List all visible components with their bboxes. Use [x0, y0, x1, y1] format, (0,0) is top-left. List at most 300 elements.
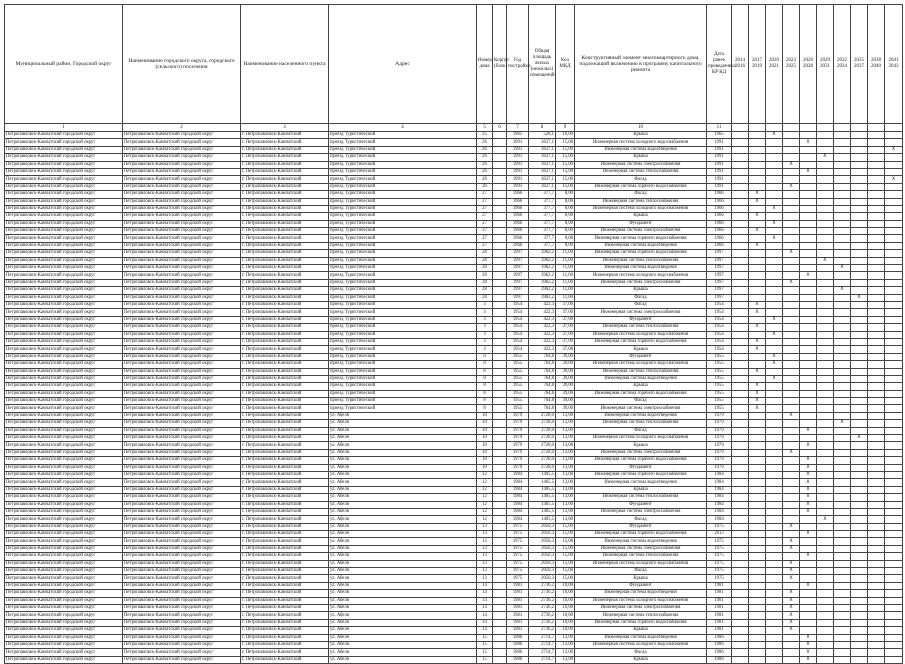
cell-period-mark [834, 435, 851, 442]
cell-period-mark [732, 294, 749, 301]
cell-structural-element: Фасад [575, 516, 707, 523]
cell-period-mark [834, 605, 851, 612]
cell-area: 1405,5 [529, 486, 556, 493]
cell-period-mark [834, 649, 851, 656]
cell-period-mark [834, 272, 851, 279]
cell-period-mark [732, 435, 749, 442]
cell-mkd-count: 13,00 [556, 412, 575, 419]
cell-period-mark [800, 279, 817, 286]
cell-locality: г. Петропавловск-Камчатский [241, 287, 329, 294]
cell-year-built: 1979 [507, 427, 529, 434]
cell-last-repair-date: 1954 [707, 346, 732, 353]
cell-house-number: 14 [477, 590, 493, 597]
cell-address: ул. Абеля [329, 590, 477, 597]
cell-period-mark [817, 560, 834, 567]
cell-period-mark [766, 279, 783, 286]
cell-period-mark [851, 568, 868, 575]
cell-year-built: 1997 [507, 294, 529, 301]
cell-block [493, 649, 507, 656]
cell-period-mark [800, 242, 817, 249]
cell-period-mark [766, 154, 783, 161]
cell-period-mark [732, 627, 749, 634]
cell-structural-element: Инженерная система теплоснабжения [575, 257, 707, 264]
cell-period-mark [834, 516, 851, 523]
cell-period-mark [868, 531, 885, 538]
cell-period-mark [851, 287, 868, 294]
cell-house-number: 12 [477, 508, 493, 515]
cell-block [493, 390, 507, 397]
cell-period-mark [766, 183, 783, 190]
cell-address: ул. Абеля [329, 553, 477, 560]
cell-period-mark: X [800, 553, 817, 560]
cell-area: 3637,1 [529, 146, 556, 153]
cell-period-mark [817, 250, 834, 257]
cell-structural-element: Фундамент [575, 582, 707, 589]
cell-address: ул. Абеля [329, 538, 477, 545]
cell-year-built: 1975 [507, 545, 529, 552]
cell-area: 2736,2 [529, 605, 556, 612]
cell-period-mark [783, 501, 800, 508]
cell-period-mark [868, 545, 885, 552]
table-row [5, 383, 903, 390]
cell-period-mark: X [783, 279, 800, 286]
table-body [5, 132, 903, 664]
cell-last-repair-date: 1966 [707, 213, 732, 220]
cell-block [493, 228, 507, 235]
cell-period-mark [783, 338, 800, 345]
cell-period-mark [749, 272, 766, 279]
table-row [5, 139, 903, 146]
cell-district: Петропавловск-Камчатский городской округ [5, 412, 123, 419]
cell-last-repair-date: 1955 [707, 361, 732, 368]
cell-period-mark [817, 161, 834, 168]
cell-settlement: Петропавловск-Камчатский городской округ [123, 168, 241, 175]
cell-structural-element: Инженерная система теплоснабжения [575, 420, 707, 427]
cell-period-mark [749, 235, 766, 242]
cell-period-mark [749, 471, 766, 478]
cell-structural-element: Инженерная система холодного водоснабжения [575, 139, 707, 146]
table-row [5, 309, 903, 316]
cell-area: 2736,2 [529, 582, 556, 589]
cell-period-mark [885, 501, 903, 508]
cell-period-mark [885, 560, 903, 567]
cell-structural-element: Крыша [575, 383, 707, 390]
cell-locality: г. Петропавловск-Камчатский [241, 479, 329, 486]
cell-area: 3962,2 [529, 250, 556, 257]
cell-settlement: Петропавловск-Камчатский городской округ [123, 538, 241, 545]
cell-structural-element: Инженерная система холодного водоснабжения [575, 361, 707, 368]
cell-settlement: Петропавловск-Камчатский городской округ [123, 545, 241, 552]
cell-period-mark [885, 331, 903, 338]
cell-mkd-count: 15,00 [556, 146, 575, 153]
cell-period-mark: X [800, 641, 817, 648]
cell-last-repair-date: 1984 [707, 516, 732, 523]
cell-mkd-count: 13,00 [556, 508, 575, 515]
cell-mkd-count: 8,00 [556, 235, 575, 242]
cell-district: Петропавловск-Камчатский городской округ [5, 213, 123, 220]
cell-period-mark [851, 242, 868, 249]
cell-period-mark [834, 575, 851, 582]
cell-period-mark [749, 154, 766, 161]
cell-mkd-count: 11,00 [556, 257, 575, 264]
cell-period-mark [834, 235, 851, 242]
cell-locality: г. Петропавловск-Камчатский [241, 235, 329, 242]
cell-period-mark [783, 168, 800, 175]
cell-period-mark [885, 309, 903, 316]
cell-address: ул. Абеля [329, 516, 477, 523]
cell-period-mark [817, 531, 834, 538]
cell-structural-element: Инженерная система холодного водоснабжения [575, 331, 707, 338]
header-district: Муниципальный район, Городской округ [5, 5, 123, 124]
cell-period-mark [817, 486, 834, 493]
cell-period-mark [800, 516, 817, 523]
cell-address: проезд Туристический [329, 139, 477, 146]
cell-house-number: 10 [477, 457, 493, 464]
cell-block [493, 346, 507, 353]
cell-mkd-count: 13,00 [556, 516, 575, 523]
cell-area: 2050,3 [529, 531, 556, 538]
cell-locality: г. Петропавловск-Камчатский [241, 168, 329, 175]
cell-period-mark [885, 612, 903, 619]
cell-period-mark [885, 435, 903, 442]
cell-period-mark [868, 294, 885, 301]
cell-period-mark [800, 449, 817, 456]
cell-period-mark [868, 338, 885, 345]
cell-period-mark [766, 346, 783, 353]
cell-last-repair-date: 1997 [707, 265, 732, 272]
cell-structural-element: Инженерная система горячего водоснабжения [575, 457, 707, 464]
cell-district: Петропавловск-Камчатский городской округ [5, 168, 123, 175]
cell-house-number: 8 [477, 383, 493, 390]
cell-year-built: 1975 [507, 560, 529, 567]
cell-period-mark [868, 641, 885, 648]
cell-period-mark [800, 146, 817, 153]
cell-period-mark [749, 553, 766, 560]
cell-period-mark [800, 338, 817, 345]
cell-period-mark [817, 375, 834, 382]
cell-locality: г. Петропавловск-Камчатский [241, 191, 329, 198]
cell-period-mark [783, 309, 800, 316]
cell-period-mark [817, 656, 834, 663]
column-index [766, 124, 783, 132]
cell-period-mark [851, 353, 868, 360]
cell-period-mark [851, 457, 868, 464]
cell-structural-element: Инженерная система горячего водоснабжения [575, 235, 707, 242]
cell-period-mark [732, 368, 749, 375]
cell-house-number: 27 [477, 220, 493, 227]
cell-area: 377,7 [529, 191, 556, 198]
cell-mkd-count: 10,00 [556, 582, 575, 589]
cell-settlement: Петропавловск-Камчатский городской округ [123, 139, 241, 146]
cell-last-repair-date: 1979 [707, 457, 732, 464]
cell-period-mark [817, 627, 834, 634]
cell-period-mark [851, 590, 868, 597]
cell-structural-element: Фасад [575, 294, 707, 301]
cell-mkd-count: 10,00 [556, 612, 575, 619]
cell-period-mark [868, 132, 885, 139]
cell-district: Петропавловск-Камчатский городской округ [5, 272, 123, 279]
cell-period-mark [766, 479, 783, 486]
cell-mkd-count: 15,00 [556, 575, 575, 582]
cell-mkd-count: 37,00 [556, 338, 575, 345]
cell-locality: г. Петропавловск-Камчатский [241, 265, 329, 272]
cell-period-mark [766, 250, 783, 257]
cell-period-mark [885, 287, 903, 294]
cell-year-built: 1965 [507, 132, 529, 139]
cell-mkd-count: 39,00 [556, 398, 575, 405]
cell-period-mark [885, 168, 903, 175]
header-year-built: Год постройки [507, 5, 529, 124]
cell-year-built: 1984 [507, 508, 529, 515]
cell-locality: г. Петропавловск-Камчатский [241, 597, 329, 604]
cell-period-mark: X [885, 146, 903, 153]
cell-period-mark [783, 198, 800, 205]
cell-period-mark [783, 242, 800, 249]
cell-address: проезд Туристический [329, 287, 477, 294]
cell-year-built: 1979 [507, 435, 529, 442]
cell-structural-element: Фасад [575, 427, 707, 434]
cell-period-mark [800, 538, 817, 545]
cell-period-mark [766, 168, 783, 175]
cell-house-number: 14 [477, 582, 493, 589]
cell-period-mark [868, 331, 885, 338]
cell-period-mark [817, 568, 834, 575]
cell-structural-element: Инженерная система горячего водоснабжения [575, 531, 707, 538]
cell-address: ул. Абеля [329, 464, 477, 471]
cell-locality: г. Петропавловск-Камчатский [241, 228, 329, 235]
cell-area: 2728,0 [529, 449, 556, 456]
cell-period-mark [766, 257, 783, 264]
cell-settlement: Петропавловск-Камчатский городской округ [123, 619, 241, 626]
cell-period-mark [783, 331, 800, 338]
cell-period-mark: X [766, 361, 783, 368]
cell-period-mark [749, 619, 766, 626]
cell-mkd-count: 39,00 [556, 368, 575, 375]
cell-last-repair-date: 1966 [707, 235, 732, 242]
cell-period-mark [851, 279, 868, 286]
cell-period-mark [732, 390, 749, 397]
cell-locality: г. Петропавловск-Камчатский [241, 464, 329, 471]
cell-area: 1405,5 [529, 516, 556, 523]
cell-district: Петропавловск-Камчатский городской округ [5, 649, 123, 656]
cell-structural-element: Инженерная система холодного водоснабжения [575, 597, 707, 604]
cell-period-mark [749, 361, 766, 368]
cell-locality: г. Петропавловск-Камчатский [241, 412, 329, 419]
cell-area: 3962,2 [529, 294, 556, 301]
cell-house-number: 13 [477, 523, 493, 530]
cell-area: 422,3 [529, 324, 556, 331]
cell-area: 1405,5 [529, 508, 556, 515]
cell-period-mark [766, 242, 783, 249]
cell-period-mark [732, 479, 749, 486]
cell-period-mark [834, 353, 851, 360]
column-index: 4 [329, 124, 477, 132]
cell-last-repair-date: 1979 [707, 464, 732, 471]
cell-period-mark [817, 390, 834, 397]
cell-block [493, 146, 507, 153]
cell-period-mark [851, 338, 868, 345]
capital-repair-table [4, 4, 903, 664]
cell-period-mark [749, 597, 766, 604]
cell-year-built: 1966 [507, 220, 529, 227]
cell-address: проезд Туристический [329, 205, 477, 212]
cell-period-mark: X [766, 316, 783, 323]
cell-period-mark [749, 649, 766, 656]
cell-structural-element: Инженерная система электроснабжения [575, 405, 707, 412]
column-index: 5 [477, 124, 493, 132]
cell-period-mark [800, 627, 817, 634]
cell-block [493, 420, 507, 427]
cell-period-mark [783, 132, 800, 139]
cell-period-mark [783, 420, 800, 427]
cell-district: Петропавловск-Камчатский городской округ [5, 568, 123, 575]
cell-house-number: 10 [477, 420, 493, 427]
cell-address: проезд Туристический [329, 161, 477, 168]
cell-period-mark [885, 294, 903, 301]
cell-address: проезд Туристический [329, 368, 477, 375]
cell-year-built: 1991 [507, 168, 529, 175]
cell-locality: г. Петропавловск-Камчатский [241, 619, 329, 626]
cell-district: Петропавловск-Камчатский городской округ [5, 590, 123, 597]
cell-period-mark [851, 398, 868, 405]
cell-house-number: 3 [477, 338, 493, 345]
cell-period-mark [732, 176, 749, 183]
cell-mkd-count: 13,00 [556, 656, 575, 663]
cell-period-mark [834, 560, 851, 567]
cell-address: проезд Туристический [329, 301, 477, 308]
cell-period-mark [800, 590, 817, 597]
cell-settlement: Петропавловск-Камчатский городской округ [123, 501, 241, 508]
cell-period-mark [749, 265, 766, 272]
cell-period-mark [766, 176, 783, 183]
cell-period-mark [766, 656, 783, 663]
cell-block [493, 272, 507, 279]
cell-block [493, 301, 507, 308]
table-row [5, 479, 903, 486]
cell-period-mark [732, 338, 749, 345]
cell-period-mark [817, 545, 834, 552]
cell-year-built: 1966 [507, 198, 529, 205]
table-row [5, 516, 903, 523]
cell-period-mark [732, 486, 749, 493]
cell-period-mark: X [800, 582, 817, 589]
header-period-2014: 2014 2016 [732, 5, 749, 124]
cell-block [493, 213, 507, 220]
cell-address: проезд Туристический [329, 146, 477, 153]
cell-period-mark [851, 605, 868, 612]
cell-address: проезд Туристический [329, 294, 477, 301]
cell-period-mark [749, 449, 766, 456]
cell-area: 3962,2 [529, 257, 556, 264]
cell-locality: г. Петропавловск-Камчатский [241, 213, 329, 220]
cell-block [493, 412, 507, 419]
table-row [5, 168, 903, 175]
cell-period-mark [766, 590, 783, 597]
cell-year-built: 1975 [507, 523, 529, 530]
cell-period-mark [749, 420, 766, 427]
cell-structural-element: Инженерная система электроснабжения [575, 228, 707, 235]
cell-address: ул. Абеля [329, 582, 477, 589]
cell-period-mark [766, 553, 783, 560]
cell-structural-element: Инженерная система водоотведения [575, 479, 707, 486]
cell-period-mark [732, 361, 749, 368]
cell-mkd-count: 13,00 [556, 641, 575, 648]
cell-period-mark [885, 301, 903, 308]
cell-mkd-count: 13,00 [556, 449, 575, 456]
cell-period-mark [885, 361, 903, 368]
cell-period-mark [732, 154, 749, 161]
cell-period-mark: X [766, 220, 783, 227]
cell-period-mark [800, 353, 817, 360]
cell-period-mark [783, 405, 800, 412]
cell-address: проезд Туристический [329, 405, 477, 412]
cell-address: проезд Туристический [329, 346, 477, 353]
cell-house-number: 27 [477, 205, 493, 212]
table-row [5, 531, 903, 538]
cell-period-mark [800, 605, 817, 612]
cell-period-mark [868, 597, 885, 604]
cell-period-mark: X [800, 471, 817, 478]
table-row [5, 146, 903, 153]
table-header [5, 5, 903, 132]
cell-period-mark [783, 220, 800, 227]
cell-locality: г. Петропавловск-Камчатский [241, 531, 329, 538]
cell-period-mark [732, 560, 749, 567]
cell-period-mark [834, 168, 851, 175]
cell-district: Петропавловск-Камчатский городской округ [5, 501, 123, 508]
cell-structural-element: Фундамент [575, 464, 707, 471]
cell-period-mark [851, 523, 868, 530]
cell-area: 2736,2 [529, 619, 556, 626]
cell-year-built: 1997 [507, 272, 529, 279]
table-row [5, 228, 903, 235]
cell-period-mark: X [783, 619, 800, 626]
cell-district: Петропавловск-Камчатский городской округ [5, 235, 123, 242]
cell-locality: г. Петропавловск-Камчатский [241, 545, 329, 552]
cell-mkd-count: 13,00 [556, 420, 575, 427]
cell-area: 2728,0 [529, 420, 556, 427]
table-row [5, 605, 903, 612]
cell-period-mark [851, 331, 868, 338]
cell-period-mark [868, 139, 885, 146]
cell-locality: г. Петропавловск-Камчатский [241, 494, 329, 501]
cell-house-number: 12 [477, 494, 493, 501]
cell-year-built: 1979 [507, 420, 529, 427]
cell-mkd-count: 13,00 [556, 479, 575, 486]
cell-structural-element: Инженерная система водоотведения [575, 265, 707, 272]
cell-settlement: Петропавловск-Камчатский городской округ [123, 279, 241, 286]
cell-period-mark [868, 228, 885, 235]
cell-house-number: 27 [477, 213, 493, 220]
cell-period-mark [851, 257, 868, 264]
cell-period-mark [732, 575, 749, 582]
cell-house-number: 15 [477, 634, 493, 641]
cell-period-mark [749, 575, 766, 582]
cell-period-mark [868, 250, 885, 257]
cell-last-repair-date: 2013 [707, 531, 732, 538]
cell-period-mark [868, 309, 885, 316]
cell-district: Петропавловск-Камчатский городской округ [5, 605, 123, 612]
cell-period-mark [749, 442, 766, 449]
cell-period-mark [783, 265, 800, 272]
cell-area: 2050,3 [529, 568, 556, 575]
table-row [5, 338, 903, 345]
cell-period-mark [732, 590, 749, 597]
cell-structural-element: Крыша [575, 442, 707, 449]
cell-period-mark [885, 605, 903, 612]
cell-period-mark [766, 582, 783, 589]
cell-block [493, 250, 507, 257]
